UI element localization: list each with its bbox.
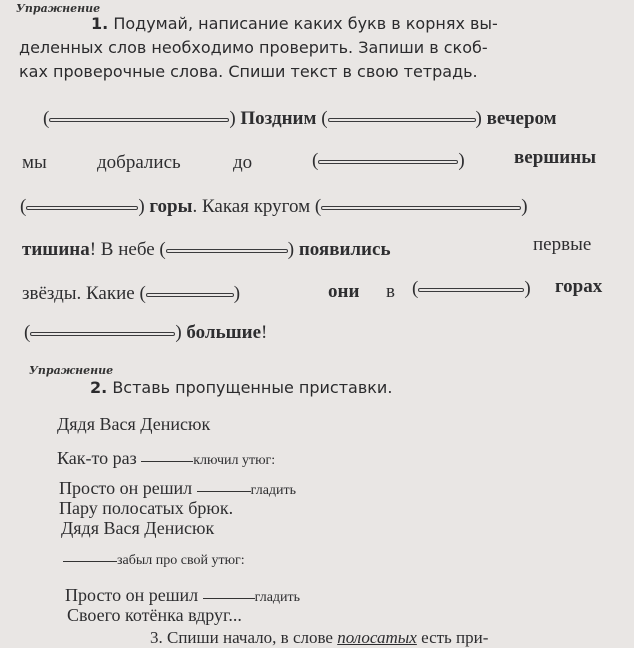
word-bolshie: большие: [186, 322, 262, 343]
poem-line-2-start: Как-то раз: [57, 448, 137, 468]
word-kakaya-krugom: . Какая кругом: [192, 196, 311, 217]
word-gorakh: горах: [555, 276, 603, 297]
answer-blank-6[interactable]: [166, 249, 288, 253]
exercise-1-instruction-line-1: [91, 12, 498, 35]
poem-line-2-end: ключил утюг:: [193, 453, 276, 468]
text-line-6: ( ) большие!: [24, 322, 268, 343]
word-v-nebe: ! В небе: [89, 239, 155, 260]
exercise-1-number: 1.: [91, 14, 109, 33]
exercise-1-instruction-line-2: деленных слов необходимо проверить. Запиши в скоб-: [19, 38, 488, 57]
answer-blank-3[interactable]: [318, 160, 458, 164]
exercise-2-instruction: [90, 376, 392, 399]
poem-line-5: Дядя Вася Денисюк: [61, 518, 215, 538]
text-line-5: звёзды. Какие ( ): [22, 283, 241, 304]
exercise-2-instruction-text: Вставь пропущенные приставки.: [112, 378, 393, 397]
text-line-3: ( ) горы. Какая кругом ( ): [20, 196, 528, 217]
answer-blank-5[interactable]: [321, 206, 521, 210]
text-line-1: ( ) Поздним ( ) вечером: [43, 108, 557, 129]
poem-line-1: Дядя Вася Денисюк: [57, 414, 211, 434]
answer-blank-8[interactable]: [418, 288, 524, 292]
poem-line-2: [57, 448, 275, 469]
word-poyavilis: появились: [298, 239, 391, 260]
word-oni: они: [328, 281, 360, 302]
poem-line-8: Своего котёнка вдруг...: [67, 605, 242, 625]
answer-blank-1[interactable]: [49, 118, 229, 122]
text-line-5-bracket: ( ): [412, 278, 531, 299]
text-line-2-bracket: ( ): [312, 150, 465, 171]
text-line-4: тишина! В небе ( ) появились: [22, 239, 391, 260]
word-gory: горы: [149, 196, 193, 217]
word-vecherom: вечером: [486, 108, 557, 129]
poem-line-7-start: Просто он решил: [65, 585, 199, 605]
exercise-1-label: Упражнение: [16, 2, 101, 15]
answer-blank-4[interactable]: [26, 206, 138, 210]
poem-line-4: Пару полосатых брюк.: [59, 498, 234, 518]
exercise-1-instruction-line-3: ках проверочные слова. Спиши текст в свою тетрадь.: [19, 62, 478, 81]
word-my: мы: [22, 152, 47, 173]
next-exercise-end: есть при-: [416, 628, 489, 647]
word-zvezdy-kakie: звёзды. Какие: [22, 283, 135, 304]
word-tishina: тишина: [22, 239, 90, 260]
word-polosatykh: полосатых: [337, 628, 417, 647]
prefix-blank-4[interactable]: [203, 598, 255, 599]
exercise-2-number: 2.: [90, 378, 108, 397]
poem-line-6: [63, 548, 245, 569]
next-exercise-start: 3. Спиши начало, в слове: [150, 628, 338, 647]
word-vershiny: вершины: [514, 147, 597, 168]
prefix-blank-3[interactable]: [63, 561, 117, 562]
text-line-2: [22, 152, 47, 174]
word-v: в: [386, 281, 395, 302]
poem-line-7: [65, 585, 300, 606]
word-do: до: [233, 152, 253, 173]
instruction-text-1: Подумай, написание каких букв в корнях вы-: [113, 14, 498, 33]
poem-line-7-end: гладить: [254, 590, 301, 605]
poem-line-3-start: Просто он решил: [59, 478, 193, 498]
poem-line-6-end: забыл про свой утюг:: [117, 553, 245, 568]
word-dobralis: добрались: [97, 152, 181, 173]
exercise-2-label: Упражнение: [29, 364, 114, 377]
next-exercise-partial: [150, 628, 488, 648]
answer-blank-9[interactable]: [30, 332, 175, 336]
prefix-blank-1[interactable]: [141, 461, 193, 462]
word-pozdnim: Поздним: [240, 108, 317, 129]
poem-line-3: [59, 478, 296, 499]
answer-blank-7[interactable]: [146, 293, 234, 297]
prefix-blank-2[interactable]: [197, 491, 251, 492]
answer-blank-2[interactable]: [328, 118, 476, 122]
word-pervye: первые: [533, 234, 592, 255]
exclamation: !: [261, 322, 268, 343]
poem-line-3-end: гладить: [250, 483, 297, 498]
